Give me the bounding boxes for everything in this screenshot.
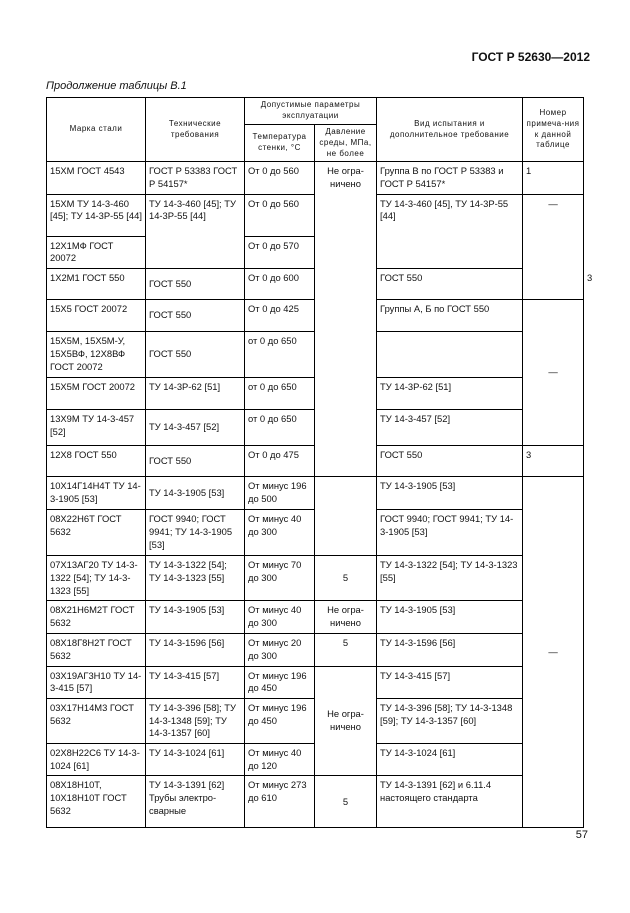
cell-temp: От 0 до 475 xyxy=(245,446,315,477)
cell-temp: От 0 до 425 xyxy=(245,300,315,332)
cell-test: ТУ 14-3-1905 [53] xyxy=(377,601,523,634)
cell-steel: 15Х5 ГОСТ 20072 xyxy=(47,300,146,332)
cell-steel: 13Х9М ТУ 14-3-457 [52] xyxy=(47,410,146,446)
header-test: Вид испытания и дополнительное требование xyxy=(377,98,523,162)
header-press: Давление среды, МПа, не более xyxy=(315,125,377,162)
cell-tech: ГОСТ Р 53383 ГОСТ Р 54157* xyxy=(146,162,245,194)
cell-note: — xyxy=(523,477,584,828)
cell-test: ТУ 14-3-460 [45], ТУ 14-3Р-55 [44] xyxy=(377,194,523,268)
cell-tech: ГОСТ 550 xyxy=(146,332,245,378)
steel-table xyxy=(46,97,593,828)
cell-press-empty xyxy=(315,194,377,476)
cell-tech: ТУ 14-3-1905 [53] xyxy=(146,601,245,634)
table-row: 1Х2М1 ГОСТ 550 ГОСТ 550 От 0 до 600 ГОСТ 550 3 xyxy=(47,269,584,300)
cell-tech: ТУ 14-3-1905 [53] xyxy=(146,477,245,510)
cell-temp: от 0 до 650 xyxy=(245,332,315,378)
table-row xyxy=(47,776,584,828)
cell-tech: ГОСТ 550 xyxy=(146,446,245,477)
cell-press-empty xyxy=(315,477,377,556)
cell-temp: От минус 196 до 500 xyxy=(245,477,315,510)
table-row xyxy=(47,477,584,510)
cell-steel: 12Х8 ГОСТ 550 xyxy=(47,446,146,477)
cell-steel: 12Х1МФ ГОСТ 20072 xyxy=(47,236,146,268)
cell-temp: от 0 до 650 xyxy=(245,378,315,410)
table-row xyxy=(47,601,584,634)
cell-test: ТУ 14-3-1391 [62] и 6.11.4 настоящего стандарта xyxy=(377,776,523,828)
cell-steel: 15ХМ ТУ 14-3-460 [45]; ТУ 14-3Р-55 [44] xyxy=(47,194,146,236)
cell-test: ТУ 14-3-1024 [61] xyxy=(377,744,523,776)
cell-tech: ТУ 14-3-415 [57] xyxy=(146,666,245,698)
cell-steel: 1Х2М1 ГОСТ 550 xyxy=(47,269,146,300)
cell-steel: 10Х14Г14Н4Т ТУ 14-3-1905 [53] xyxy=(47,477,146,510)
cell-steel: 07Х13АГ20 ТУ 14-3-1322 [54]; ТУ 14-3-1323 [55] xyxy=(47,556,146,601)
cell-steel: 15Х5М, 15Х5М-У, 15Х5ВФ, 12Х8ВФ ГОСТ 20072 xyxy=(47,332,146,378)
cell-test: ТУ 14-3-396 [58]; ТУ 14-3-1348 [59]; ТУ 14-3-1357 [60] xyxy=(377,698,523,743)
cell-note: — xyxy=(523,300,584,446)
cell-note: — xyxy=(523,194,584,299)
cell-temp: От минус 196 до 450 xyxy=(245,698,315,743)
page-number: 57 xyxy=(575,829,588,841)
cell-tech: ТУ 14-3-1322 [54]; ТУ 14-3-1323 [55] xyxy=(146,556,245,601)
table-row xyxy=(47,194,584,236)
cell-test: ТУ 14-3-415 [57] xyxy=(377,666,523,698)
header-note: Номер примеча-ния к данной таблице xyxy=(523,98,584,162)
cell-press: 5 xyxy=(315,634,377,666)
cell-tech: ТУ 14-3-1391 [62] Трубы электро-сварные xyxy=(146,776,245,828)
cell-temp: От минус 40 до 300 xyxy=(245,601,315,634)
cell-temp: От минус 70 до 300 xyxy=(245,556,315,601)
cell-temp: От 0 до 560 xyxy=(245,194,315,236)
header-temp: Температура стенки, °С xyxy=(245,125,315,162)
header-params: Допустимые параметры эксплуатации xyxy=(245,98,377,125)
table-row xyxy=(47,556,584,601)
cell-press: Не огра-ничено xyxy=(315,162,377,194)
cell-steel: 15ХМ ГОСТ 4543 xyxy=(47,162,146,194)
cell-steel: 02Х8Н22С6 ТУ 14-3-1024 [61] xyxy=(47,744,146,776)
cell-press: Не огра-ничено xyxy=(315,666,377,776)
cell-test: ГОСТ 550 xyxy=(377,269,523,300)
cell-tech: ГОСТ 9940; ГОСТ 9941; ТУ 14-3-1905 [53] xyxy=(146,510,245,556)
cell-test: Группы А, Б по ГОСТ 550 xyxy=(377,300,523,332)
cell-steel: 03Х19АГ3Н10 ТУ 14-3-415 [57] xyxy=(47,666,146,698)
document-code: ГОСТ Р 52630—2012 xyxy=(471,50,590,64)
table-row xyxy=(47,666,584,698)
cell-temp: От минус 20 до 300 xyxy=(245,634,315,666)
cell-temp: От минус 196 до 450 xyxy=(245,666,315,698)
cell-test: ТУ 14-3Р-62 [51] xyxy=(377,378,523,410)
cell-tech: ГОСТ 550 xyxy=(146,300,245,332)
cell-test: ТУ 14-3-1322 [54]; ТУ 14-3-1323 [55] xyxy=(377,556,523,601)
cell-tech: ТУ 14-3-1596 [56] xyxy=(146,634,245,666)
cell-test-empty xyxy=(377,332,523,378)
table-caption: Продолжение таблицы В.1 xyxy=(46,80,187,92)
cell-steel: 03Х17Н14М3 ГОСТ 5632 xyxy=(47,698,146,743)
cell-steel: 08Х21Н6М2Т ГОСТ 5632 xyxy=(47,601,146,634)
cell-test: ТУ 14-3-457 [52] xyxy=(377,410,523,446)
cell-press: 5 xyxy=(315,556,377,601)
cell-tech: ТУ 14-3-1024 [61] xyxy=(146,744,245,776)
cell-steel: 08Х18Г8Н2Т ГОСТ 5632 xyxy=(47,634,146,666)
cell-press: 5 xyxy=(315,776,377,828)
cell-steel: 08Х22Н6Т ГОСТ 5632 xyxy=(47,510,146,556)
table-row xyxy=(47,634,584,666)
cell-test: ТУ 14-3-1905 [53] xyxy=(377,477,523,510)
cell-steel: 15Х5М ГОСТ 20072 xyxy=(47,378,146,410)
cell-temp: От минус 273 до 610 xyxy=(245,776,315,828)
cell-note: 1 xyxy=(523,162,584,194)
cell-steel: 08Х18Н10Т, 10Х18Н10Т ГОСТ 5632 xyxy=(47,776,146,828)
cell-press: Не огра-ничено xyxy=(315,601,377,634)
cell-temp: От 0 до 600 xyxy=(245,269,315,300)
table-row xyxy=(47,162,584,194)
cell-test: Группа В по ГОСТ Р 53383 и ГОСТ Р 54157* xyxy=(377,162,523,194)
cell-test: ТУ 14-3-1596 [56] xyxy=(377,634,523,666)
cell-temp: От 0 до 570 xyxy=(245,236,315,268)
cell-temp: От минус 40 до 300 xyxy=(245,510,315,556)
cell-temp: от 0 до 650 xyxy=(245,410,315,446)
cell-tech: ТУ 14-3-457 [52] xyxy=(146,410,245,446)
cell-tech: ТУ 14-3-460 [45]; ТУ 14-3Р-55 [44] xyxy=(146,194,245,268)
header-steel: Марка стали xyxy=(47,98,146,162)
cell-test: ГОСТ 9940; ГОСТ 9941; ТУ 14-3-1905 [53] xyxy=(377,510,523,556)
cell-tech: ТУ 14-3Р-62 [51] xyxy=(146,378,245,410)
cell-tech: ГОСТ 550 xyxy=(146,269,245,300)
cell-tech: ТУ 14-3-396 [58]; ТУ 14-3-1348 [59]; ТУ 14-3-1357 [60] xyxy=(146,698,245,743)
cell-note: 3 xyxy=(523,446,584,477)
cell-temp: От 0 до 560 xyxy=(245,162,315,194)
cell-temp: От минус 40 до 120 xyxy=(245,744,315,776)
cell-test: ГОСТ 550 xyxy=(377,446,523,477)
header-tech: Технические требования xyxy=(146,98,245,162)
